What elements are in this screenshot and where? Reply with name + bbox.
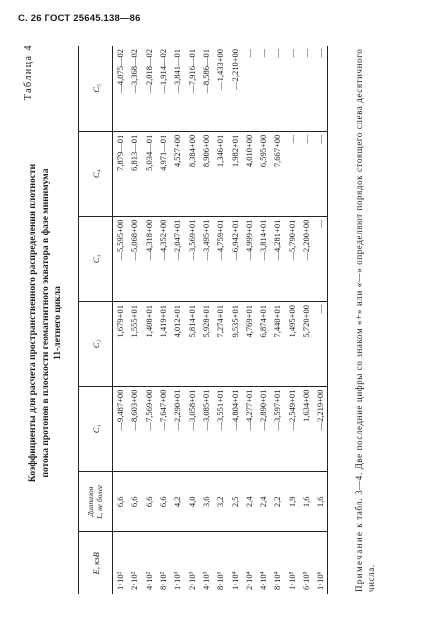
cell-c4: 4,971—01 xyxy=(156,131,170,216)
cell-c2: 5,928+01 xyxy=(199,302,213,387)
cell-c1: —3,551+01 xyxy=(213,386,227,471)
cell-energy: 6·10⁵ xyxy=(301,571,311,590)
cell-energy: 8·10³ xyxy=(215,571,226,590)
cell-c3: —5,790+01 xyxy=(285,216,299,301)
cell-c2: 1,679+01 xyxy=(113,302,128,387)
cell-c5: —2,018—02 xyxy=(142,46,156,131)
cell-energy: 8·10⁴ xyxy=(272,571,283,590)
cell-c3: — xyxy=(313,216,328,301)
cell-c4: 1,346+01 xyxy=(213,131,227,216)
table-title xyxy=(27,88,65,558)
cell-energy: 2·10² xyxy=(129,571,140,590)
cell-c4: — xyxy=(299,131,313,216)
table-row xyxy=(184,46,198,594)
cell-c5: — xyxy=(256,46,270,131)
cell-energy: 4·10³ xyxy=(200,571,211,590)
cell-energy: 1·10³ xyxy=(172,571,183,590)
cell-c4: — xyxy=(313,131,328,216)
cell-c5: —8,586—01 xyxy=(199,46,213,131)
cell-c5: —1,433+00 xyxy=(213,46,227,131)
cell-c2: — xyxy=(313,302,328,387)
table-row xyxy=(199,46,213,594)
cell-c4: 6,595+00 xyxy=(256,131,270,216)
cell-c1: —4,804+01 xyxy=(227,386,241,471)
rotated-table-block xyxy=(21,38,401,598)
title-line-3: 11-летнего цикла xyxy=(53,286,63,360)
cell-energy: 1·10⁵ xyxy=(286,571,297,590)
col-header-c4: C₄ xyxy=(79,131,113,216)
cell-c4: 8,906+00 xyxy=(199,131,213,216)
cell-c2: 1,408+01 xyxy=(142,302,156,387)
table-row xyxy=(127,46,141,594)
table-row xyxy=(256,46,270,594)
cell-c5: —7,916—01 xyxy=(184,46,198,131)
cell-c2: 4,769+01 xyxy=(242,302,256,387)
col-header-c1: C₁ xyxy=(79,386,113,471)
col-header-c2: C₂ xyxy=(79,302,113,387)
cell-l-limit: 1,6 xyxy=(299,471,313,532)
cell-c4: 7,667+00 xyxy=(270,131,284,216)
cell-l-limit: 1,6 xyxy=(313,471,328,532)
cell-c5: —4,075—02 xyxy=(113,46,128,131)
cell-c5: —3,841—01 xyxy=(170,46,184,131)
cell-c2: 9,535+01 xyxy=(227,302,241,387)
cell-l-limit: 6,6 xyxy=(113,471,128,532)
cell-c3: —3,495+01 xyxy=(199,216,213,301)
cell-c1: —8,603+00 xyxy=(127,386,141,471)
cell-c3: —4,318+00 xyxy=(142,216,156,301)
cell-c3: —4,999+01 xyxy=(242,216,256,301)
cell-c2: 7,440+01 xyxy=(270,302,284,387)
cell-c3: —3,814+01 xyxy=(256,216,270,301)
cell-c5: — xyxy=(242,46,256,131)
cell-l-limit: 3,2 xyxy=(213,471,227,532)
col-header-c3: C₃ xyxy=(79,216,113,301)
cell-c3: —4,352+00 xyxy=(156,216,170,301)
cell-c1: —4,277+01 xyxy=(242,386,256,471)
cell-c1: —3,085+01 xyxy=(199,386,213,471)
cell-c2: 1,495+00 xyxy=(285,302,299,387)
cell-l-limit: 6,6 xyxy=(156,471,170,532)
cell-c4: 8,384+00 xyxy=(184,131,198,216)
cell-c2: 4,012+01 xyxy=(170,302,184,387)
cell-l-limit: 1,9 xyxy=(285,471,299,532)
cell-energy: 1·10⁴ xyxy=(229,571,240,590)
cell-c5: — xyxy=(299,46,313,131)
title-line-2: потока протонов в плоскости геомагнитного экватора в фазе минимума xyxy=(40,168,51,478)
cell-c3: —2,047+01 xyxy=(170,216,184,301)
cell-energy: 1·10⁶ xyxy=(313,532,328,594)
cell-c1: —7,647+00 xyxy=(156,386,170,471)
cell-c1: —2,219+00 xyxy=(313,386,328,471)
cell-c3: —5,068+00 xyxy=(127,216,141,301)
cell-c1: —2,549+01 xyxy=(285,386,299,471)
table-row xyxy=(299,46,313,594)
cell-c5: — xyxy=(313,46,328,131)
cell-l-limit: 2,4 xyxy=(242,471,256,532)
cell-c5: —2,210+00 xyxy=(227,46,241,131)
cell-l-limit: 2,5 xyxy=(227,471,241,532)
table-row xyxy=(170,46,184,594)
cell-c1: —2,890+01 xyxy=(256,386,270,471)
table-body xyxy=(113,46,328,594)
cell-c4: 1,982+01 xyxy=(227,131,241,216)
table-row xyxy=(313,46,328,594)
cell-c5: —3,368—02 xyxy=(127,46,141,131)
page-header: С. 26 ГОСТ 25645.138—86 xyxy=(18,13,141,24)
table-row xyxy=(227,46,241,594)
col-header-l-top: Диапазон xyxy=(86,486,95,517)
cell-energy: 2·10⁴ xyxy=(243,571,254,590)
cell-energy: 4·10² xyxy=(143,571,154,590)
table-header-row xyxy=(79,46,113,594)
cell-c2: 1,419+01 xyxy=(156,302,170,387)
cell-l-limit: 3,6 xyxy=(199,471,213,532)
cell-c1: —7,569+00 xyxy=(142,386,156,471)
cell-c4: 4,527+00 xyxy=(170,131,184,216)
cell-c1: 1,634+00 xyxy=(299,386,313,471)
cell-l-limit: 6,6 xyxy=(127,471,141,532)
cell-c1: —3,597+01 xyxy=(270,386,284,471)
cell-l-limit: 6,6 xyxy=(142,471,156,532)
table-note xyxy=(353,44,377,592)
note-lead: Примечание xyxy=(354,530,364,592)
cell-c1: —2,290+01 xyxy=(170,386,184,471)
table-row xyxy=(113,46,128,594)
cell-l-limit: 2,2 xyxy=(270,471,284,532)
cell-c2: 5,720+00 xyxy=(299,302,313,387)
cell-c3: —5,595+00 xyxy=(113,216,128,301)
cell-energy: 1·10² xyxy=(115,571,126,590)
cell-l-limit: 4,2 xyxy=(170,471,184,532)
cell-c3: —6,942+01 xyxy=(227,216,241,301)
table-row xyxy=(270,46,284,594)
cell-c5: — xyxy=(285,46,299,131)
table-row xyxy=(156,46,170,594)
col-header-l xyxy=(79,471,113,532)
cell-c3: —4,759+01 xyxy=(213,216,227,301)
cell-c4: 6,813—01 xyxy=(127,131,141,216)
table-row xyxy=(242,46,256,594)
cell-c5: —1,914—02 xyxy=(156,46,170,131)
table-row xyxy=(285,46,299,594)
cell-c4: 4,010+00 xyxy=(242,131,256,216)
cell-c2: 6,874+01 xyxy=(256,302,270,387)
cell-l-limit: 4,0 xyxy=(184,471,198,532)
table-row xyxy=(142,46,156,594)
cell-c2: 5,814+01 xyxy=(184,302,198,387)
cell-c4: 7,879—01 xyxy=(113,131,128,216)
cell-c4: — xyxy=(285,131,299,216)
cell-c3: —4,281+01 xyxy=(270,216,284,301)
cell-c2: 1,555+01 xyxy=(127,302,141,387)
cell-energy: 4·10⁴ xyxy=(258,571,269,590)
cell-c4: 5,034—01 xyxy=(142,131,156,216)
cell-energy: 2·10³ xyxy=(186,571,197,590)
table-label: Таблица 4 xyxy=(23,44,34,101)
cell-c3: —3,569+01 xyxy=(184,216,198,301)
coefficients-table xyxy=(78,46,328,594)
title-line-1: Коэффициенты для расчета пространственного распределения плотности xyxy=(28,163,38,483)
note-text: к табл. 3—4. Две последние цифры со знаком «+» или «—» определяют порядок стоящего слева десятичного числа. xyxy=(354,48,376,592)
cell-c5: — xyxy=(270,46,284,131)
cell-l-limit: 2,4 xyxy=(256,471,270,532)
col-header-c5: C₅ xyxy=(79,46,113,131)
table-row xyxy=(213,46,227,594)
cell-energy: 8·10² xyxy=(158,571,169,590)
cell-c2: 7,274+01 xyxy=(213,302,227,387)
cell-c1: —3,058+01 xyxy=(184,386,198,471)
col-header-e: E, кэВ xyxy=(79,532,113,594)
cell-c3: —2,200+00 xyxy=(299,216,313,301)
cell-c1: —9,487+00 xyxy=(113,386,128,471)
col-header-l-bottom: L, не более xyxy=(94,484,104,519)
